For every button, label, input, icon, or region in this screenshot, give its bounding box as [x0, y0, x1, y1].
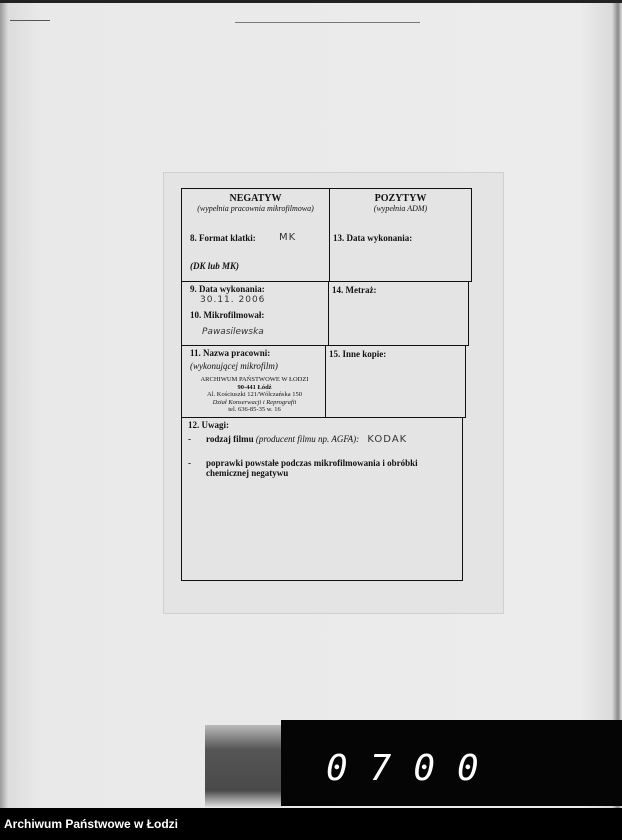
bullet: - — [188, 434, 191, 444]
scan-shadow — [205, 725, 283, 807]
format-value: MK — [279, 232, 297, 243]
film-type-label: rodzaj filmu — [206, 434, 254, 444]
format-label: 8. Format klatki: — [190, 233, 256, 243]
film-type-value: KODAK — [367, 434, 408, 445]
stamp-line: Al. Kościuszki 121/Wólczańska 150 — [207, 391, 302, 398]
date-value: 30.11. 2006 — [200, 295, 266, 305]
film-mark — [235, 22, 420, 23]
metraz-label: 14. Metraż: — [332, 285, 377, 295]
format-hint: (DK lub MK) — [190, 261, 240, 271]
microfilmed-by-value: Pawasilewska — [202, 327, 264, 337]
metraz-cell — [328, 281, 469, 346]
remarks-label: 12. Uwagi: — [188, 420, 229, 430]
workshop-label: 11. Nazwa pracowni: — [190, 348, 271, 358]
negatyw-cell — [181, 188, 330, 282]
footer-archive-name: Archiwum Państwowe w Łodzi — [4, 817, 179, 831]
film-mark — [10, 20, 50, 21]
negatyw-title: NEGATYW — [229, 193, 282, 204]
pozytyw-cell — [329, 188, 472, 282]
microfilmed-by-label: 10. Mikrofilmował: — [190, 310, 265, 320]
negatyw-subtitle: (wypełnia pracownia mikrofilmowa) — [197, 204, 314, 213]
corrections-note: poprawki powstałe podczas mikrofilmowania i obróbki chemicznej negatywu — [206, 458, 418, 478]
film-edge — [0, 0, 622, 3]
workshop-hint: (wykonującej mikrofilm) — [190, 361, 278, 371]
copies-label: 15. Inne kopie: — [329, 349, 387, 359]
pozytyw-date-label: 13. Data wykonania: — [333, 233, 413, 243]
pozytyw-title: POZYTYW — [374, 193, 427, 204]
frame-counter: 0700 — [326, 748, 501, 789]
stamp-line: tel. 636-85-35 w. 16 — [228, 406, 281, 413]
date-label: 9. Data wykonania: — [190, 284, 265, 294]
stamp-line: 90-441 Łódź — [237, 383, 272, 391]
stamp-line: ARCHIWUM PAŃSTWOWE W ŁODZI — [200, 376, 309, 383]
copies-cell — [325, 345, 466, 418]
workshop-cell — [181, 345, 326, 418]
footer-bar — [0, 808, 622, 840]
stamp-line: Dział Konserwacji i Reprografii — [212, 398, 297, 406]
pozytyw-subtitle: (wypełnia ADM) — [373, 204, 428, 213]
archive-stamp — [182, 376, 327, 414]
remarks-cell — [181, 417, 463, 581]
microfilm-form-card — [163, 172, 504, 614]
date-cell — [181, 281, 329, 346]
form-table — [181, 188, 472, 581]
film-type-line — [206, 434, 407, 445]
film-type-hint: (producent filmu np. AGFA): — [255, 434, 360, 444]
bullet: - — [188, 458, 191, 468]
